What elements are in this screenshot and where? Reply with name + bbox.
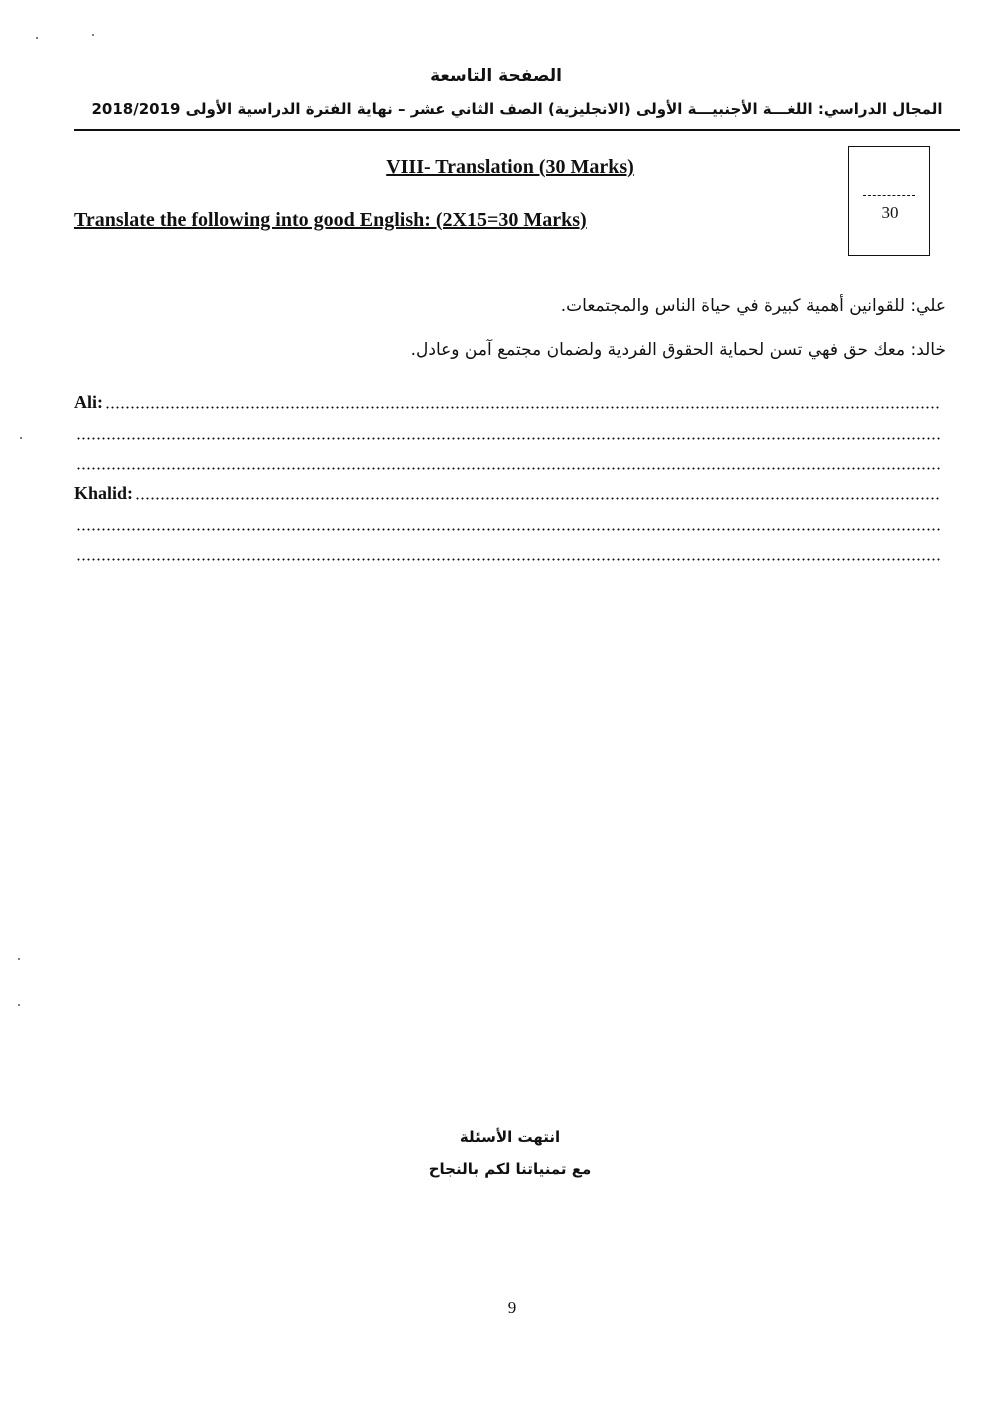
mark-total: 30 — [881, 203, 899, 222]
page-title: الصفحة التاسعة — [430, 66, 562, 86]
end-of-questions: انتهت الأسئلة — [459, 1128, 561, 1146]
mark-score-line — [863, 195, 915, 196]
section-title: VIII- Translation (30 Marks) — [386, 156, 634, 178]
dotted-writing-line — [76, 437, 940, 440]
dotted-writing-line — [105, 406, 940, 409]
scan-speck — [92, 34, 94, 36]
answer-line-ali[interactable] — [74, 393, 940, 413]
answer-line-khalid[interactable] — [74, 484, 940, 504]
dotted-writing-line — [76, 558, 940, 561]
answer-line-khalid-3[interactable] — [74, 545, 940, 565]
answer-line-ali-3[interactable] — [74, 454, 940, 474]
dotted-writing-line — [76, 528, 940, 531]
scan-speck — [18, 958, 20, 960]
ali-label: Ali: — [74, 393, 103, 412]
dotted-writing-line — [76, 467, 940, 470]
good-luck-message: مع تمنياتنا لكم بالنجاح — [428, 1160, 592, 1178]
khalid-label: Khalid: — [74, 484, 134, 503]
mark-box — [848, 146, 930, 256]
scan-speck — [20, 437, 22, 439]
arabic-dialogue-ali: علي: للقوانين أهمية كبيرة في حياة الناس والمجتمعات. — [560, 296, 946, 316]
answer-line-khalid-2[interactable] — [74, 515, 940, 535]
header-divider — [74, 129, 960, 131]
scan-speck — [36, 37, 38, 39]
scan-speck — [18, 1004, 20, 1006]
answer-line-ali-2[interactable] — [74, 424, 940, 444]
arabic-dialogue-khalid: خالد: معك حق فهي تسن لحماية الحقوق الفردية ولضمان مجتمع آمن وعادل. — [410, 340, 946, 360]
dotted-writing-line — [135, 497, 940, 500]
page-number: 9 — [507, 1298, 517, 1317]
instruction-text: Translate the following into good English: (2X15=30 Marks) — [74, 209, 587, 231]
exam-header-line: المجال الدراسي: اللغـــة الأجنبيـــة الأولى (الانجليزية) الصف الثاني عشر – نهاية الفترة الدراسية الأولى 2018/2019 — [91, 100, 943, 118]
